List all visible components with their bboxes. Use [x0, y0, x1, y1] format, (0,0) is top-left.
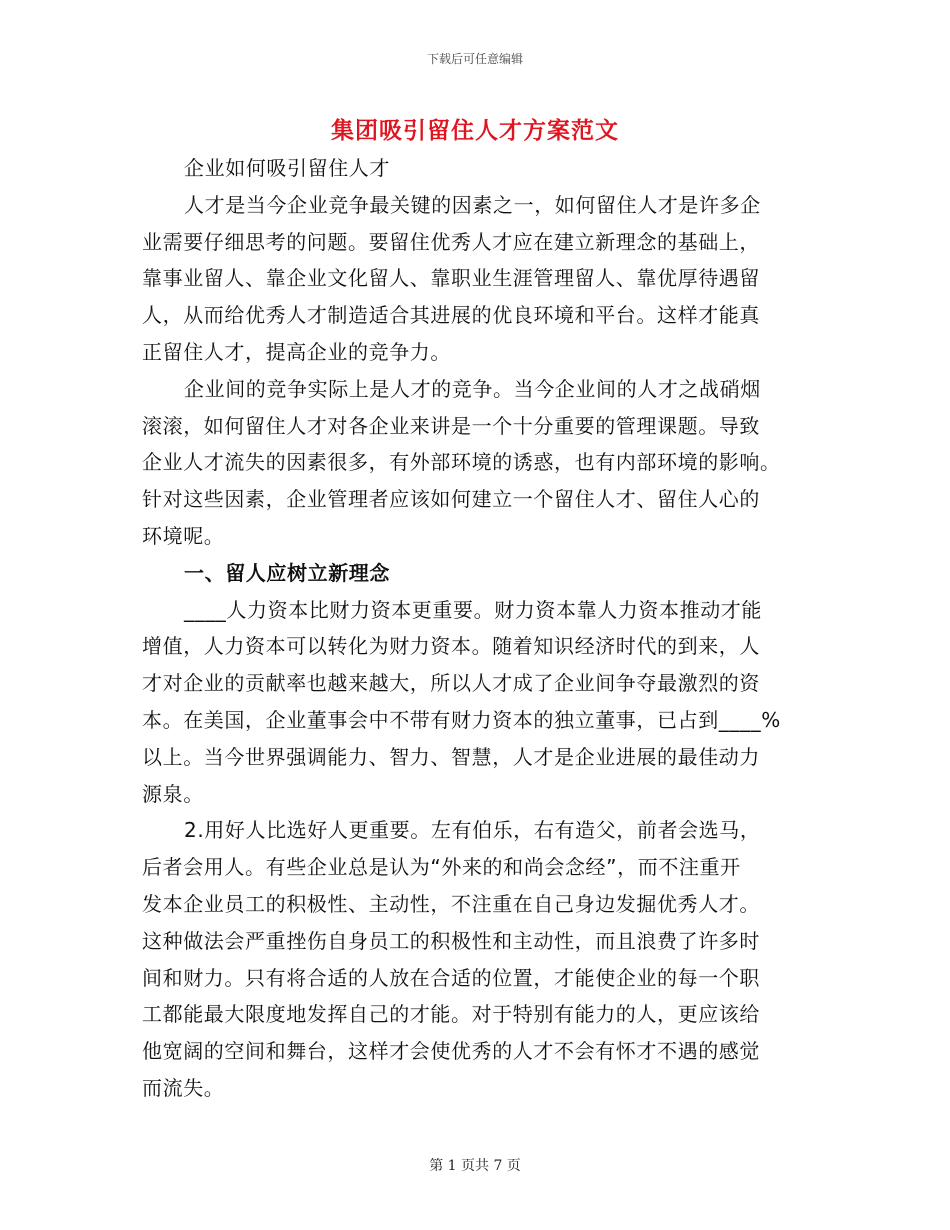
- paragraph-line: 2.用好人比选好人更重要。左有伯乐，右有造父，前者会选马，: [184, 818, 761, 843]
- paragraph-line: 人才是当今企业竞争最关键的因素之一，如何留住人才是许多企: [184, 192, 761, 217]
- header-note: 下载后可任意编辑: [426, 52, 523, 66]
- paragraph-line: 滚滚，如何留住人才对各企业来讲是一个十分重要的管理课题。导致: [142, 413, 760, 438]
- paragraph-line: 正留住人才，提高企业的竞争力。: [142, 339, 451, 364]
- paragraph-line: 发本企业员工的积极性、主动性，不注重在自己身边发掘优秀人才。: [142, 891, 760, 916]
- document-body: [142, 150, 807, 1107]
- section-heading: 一、留人应树立新理念: [184, 560, 390, 585]
- paragraph-line: 后者会用人。有些企业总是认为“外来的和尚会念经”，而不注重开: [142, 855, 741, 880]
- paragraph-line: 针对这些因素，企业管理者应该如何建立一个留住人才、留住人心的: [142, 487, 760, 512]
- paragraph-line: 本。在美国，企业董事会中不带有财力资本的独立董事，已占到____%: [142, 707, 781, 732]
- page-footer: 第 1 页共 7 页: [429, 1158, 521, 1174]
- paragraph-line: 环境呢。: [142, 523, 225, 548]
- paragraph-line: 他宽阔的空间和舞台，这样才会使优秀的人才不会有怀才不遇的感觉: [142, 1039, 760, 1064]
- paragraph-line: 间和财力。只有将合适的人放在合适的位置，才能使企业的每一个职: [142, 965, 760, 990]
- paragraph-line: 靠事业留人、靠企业文化留人、靠职业生涯管理留人、靠优厚待遇留: [142, 266, 760, 291]
- document-title: 集团吸引留住人才方案范文: [331, 117, 619, 144]
- paragraph-line: ____人力资本比财力资本更重要。财力资本靠人力资本推动才能: [184, 597, 762, 622]
- paragraph-line: 以上。当今世界强调能力、智力、智慧，人才是企业进展的最佳动力: [142, 744, 760, 769]
- paragraph-line: 增值，人力资本可以转化为财力资本。随着知识经济时代的到来，人: [142, 634, 760, 659]
- paragraph-line: 企业人才流失的因素很多，有外部环境的诱惑，也有内部环境的影响。: [142, 450, 781, 475]
- paragraph-line: 而流失。: [142, 1075, 225, 1100]
- paragraph-line: 源泉。: [142, 781, 204, 806]
- paragraph-line: 工都能最大限度地发挥自己的才能。对于特别有能力的人，更应该给: [142, 1002, 760, 1027]
- paragraph-line: 业需要仔细思考的问题。要留住优秀人才应在建立新理念的基础上，: [142, 229, 760, 254]
- paragraph-line: 企业间的竞争实际上是人才的竞争。当今企业间的人才之战硝烟: [184, 376, 761, 401]
- paragraph-line: 企业如何吸引留住人才: [184, 156, 390, 180]
- paragraph-line: 才对企业的贡献率也越来越大，所以人才成了企业间争夺最激烈的资: [142, 671, 760, 696]
- paragraph-line: 这种做法会严重挫伤自身员工的积极性和主动性，而且浪费了许多时: [142, 928, 760, 953]
- paragraph-line: 人，从而给优秀人才制造适合其进展的优良环境和平台。这样才能真: [142, 303, 760, 328]
